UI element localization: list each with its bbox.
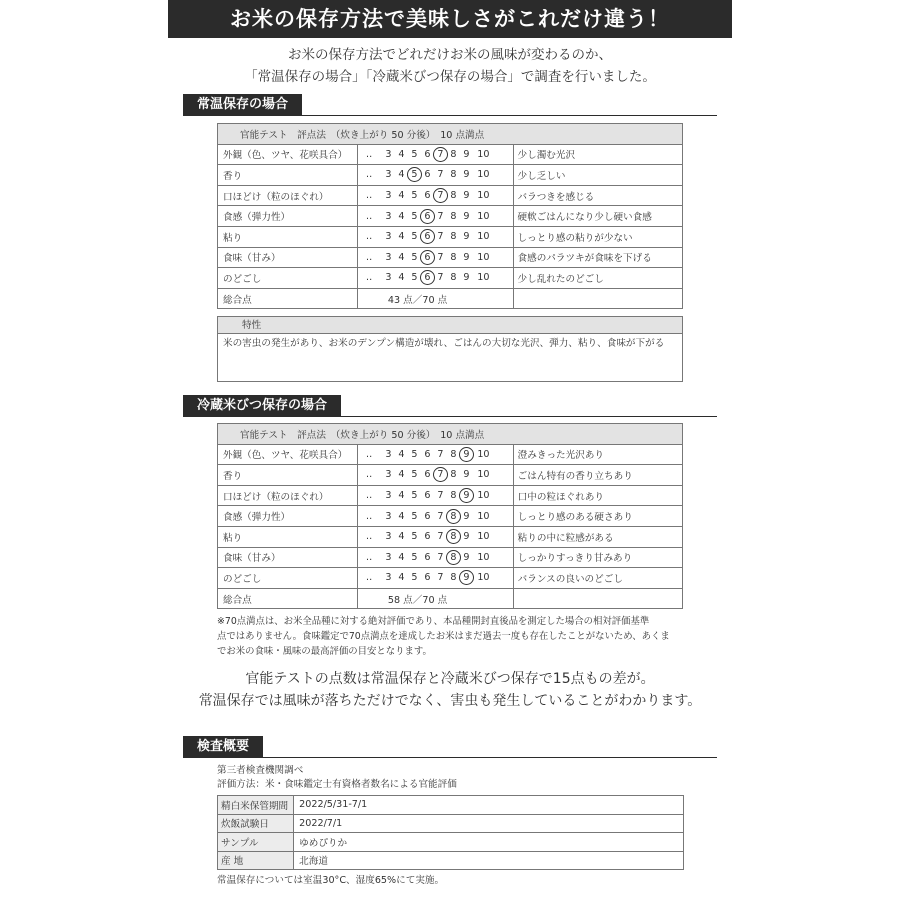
score-scale bbox=[357, 547, 513, 568]
scale-number: 5 bbox=[411, 190, 418, 202]
score-scale bbox=[357, 526, 513, 547]
summary-text bbox=[168, 668, 732, 712]
circled-score: 8 bbox=[446, 550, 461, 565]
score-scale bbox=[357, 568, 513, 589]
scale-number: 3 bbox=[385, 148, 392, 160]
scale-number: 3 bbox=[385, 251, 392, 263]
footnote bbox=[217, 614, 689, 659]
score-scale bbox=[357, 465, 513, 486]
scale-number: 9 bbox=[463, 251, 470, 263]
circled-score: 6 bbox=[420, 209, 435, 224]
total-score: 43 点／70 点 bbox=[357, 288, 513, 309]
scale-number: 9 bbox=[463, 190, 470, 202]
scale-number: 4 bbox=[398, 510, 405, 522]
circled-score: 5 bbox=[407, 167, 422, 182]
score-scale bbox=[357, 185, 513, 206]
scale-number: 3 bbox=[385, 169, 392, 181]
room-test-table bbox=[217, 123, 683, 309]
scale-dots: ‥ bbox=[365, 190, 373, 202]
scale-number: 8 bbox=[450, 169, 457, 181]
score-scale bbox=[357, 165, 513, 186]
scale-dots: ‥ bbox=[365, 148, 373, 160]
scale-number: 4 bbox=[398, 210, 405, 222]
scale-number: 3 bbox=[385, 448, 392, 460]
total-label: 総合点 bbox=[218, 288, 358, 309]
scale-dots: ‥ bbox=[365, 510, 373, 522]
table-row bbox=[218, 568, 683, 589]
info-key: 産 地 bbox=[218, 851, 294, 870]
scale-number: 3 bbox=[385, 551, 392, 563]
table-row bbox=[218, 268, 683, 289]
scale-number: 8 bbox=[450, 210, 457, 222]
circled-score: 6 bbox=[420, 250, 435, 265]
circled-score: 6 bbox=[420, 270, 435, 285]
circled-score: 7 bbox=[433, 147, 448, 162]
circled-score: 9 bbox=[459, 488, 474, 503]
scale-number: 4 bbox=[398, 448, 405, 460]
scale-number: 4 bbox=[398, 169, 405, 181]
info-value: ゆめぴりか bbox=[294, 833, 684, 852]
circled-score: 7 bbox=[433, 467, 448, 482]
scale-number: 4 bbox=[398, 490, 405, 502]
total-label: 総合点 bbox=[218, 588, 358, 609]
circled-score: 8 bbox=[446, 509, 461, 524]
inspection-line-2: 評価方法：米・食味鑑定士有資格者数名による官能評価 bbox=[217, 778, 457, 790]
info-row bbox=[218, 796, 684, 815]
table-row bbox=[218, 165, 683, 186]
test-comment: しっとり感のある硬さあり bbox=[513, 506, 682, 527]
footnote-line-2: 点ではありません。食味鑑定で70点満点を達成したお米はまだ過去一度も存在したことがないため、あくま bbox=[217, 631, 670, 642]
circled-score: 8 bbox=[446, 529, 461, 544]
total-row bbox=[218, 288, 683, 309]
table-row bbox=[218, 185, 683, 206]
test-comment: しっかりすっきり甘みあり bbox=[513, 547, 682, 568]
inspection-table bbox=[217, 795, 684, 870]
scale-dots: ‥ bbox=[365, 231, 373, 243]
scale-number: 4 bbox=[398, 190, 405, 202]
scale-number: 5 bbox=[411, 448, 418, 460]
table-row bbox=[218, 465, 683, 486]
scale-number: 5 bbox=[411, 231, 418, 243]
score-scale bbox=[357, 247, 513, 268]
scale-number: 6 bbox=[424, 190, 431, 202]
scale-number: 9 bbox=[463, 169, 470, 181]
scale-number: 5 bbox=[411, 510, 418, 522]
scale-number: 3 bbox=[385, 531, 392, 543]
scale-dots: ‥ bbox=[365, 210, 373, 222]
scale-number: 3 bbox=[385, 190, 392, 202]
scale-number: 3 bbox=[385, 231, 392, 243]
scale-number: 8 bbox=[450, 251, 457, 263]
scale-number: 4 bbox=[398, 231, 405, 243]
scale-number: 5 bbox=[411, 469, 418, 481]
test-item: のどごし bbox=[218, 268, 358, 289]
total-empty bbox=[513, 588, 682, 609]
intro-line-2: 「常温保存の場合」「冷蔵米びつ保存の場合」で調査を行いました。 bbox=[244, 69, 656, 85]
table-row bbox=[218, 526, 683, 547]
scale-number: 8 bbox=[450, 190, 457, 202]
section-divider-fridge bbox=[183, 416, 717, 417]
info-key: 炊飯試験日 bbox=[218, 814, 294, 833]
section-divider-room bbox=[183, 115, 717, 116]
score-scale bbox=[357, 444, 513, 465]
scale-dots: ‥ bbox=[365, 490, 373, 502]
info-row bbox=[218, 814, 684, 833]
scale-dots: ‥ bbox=[365, 531, 373, 543]
scale-number: 10 bbox=[477, 510, 490, 522]
scale-number: 3 bbox=[385, 572, 392, 584]
info-key: 精白米保管期間 bbox=[218, 796, 294, 815]
circled-score: 9 bbox=[459, 447, 474, 462]
room-header-cell: 官能テスト 評点法 （炊き上がり 50 分後） 10 点満点 bbox=[218, 124, 683, 145]
test-item: 食味（甘み） bbox=[218, 547, 358, 568]
scale-number: 4 bbox=[398, 148, 405, 160]
table-row bbox=[218, 506, 683, 527]
table-row bbox=[218, 206, 683, 227]
scale-number: 10 bbox=[477, 531, 490, 543]
test-item: 外観（色、ツヤ、花咲具合） bbox=[218, 444, 358, 465]
test-item: 粘り bbox=[218, 226, 358, 247]
scale-number: 3 bbox=[385, 272, 392, 284]
test-comment: 少し濁む光沢 bbox=[513, 144, 682, 165]
scale-number: 7 bbox=[437, 572, 444, 584]
scale-number: 10 bbox=[477, 251, 490, 263]
scale-number: 3 bbox=[385, 210, 392, 222]
score-scale bbox=[357, 226, 513, 247]
info-value: 北海道 bbox=[294, 851, 684, 870]
test-comment: 食感のパラツキが食味を下げる bbox=[513, 247, 682, 268]
scale-number: 6 bbox=[424, 531, 431, 543]
scale-dots: ‥ bbox=[365, 551, 373, 563]
scale-number: 4 bbox=[398, 251, 405, 263]
scale-number: 5 bbox=[411, 272, 418, 284]
page-banner: お米の保存方法で美味しさがこれだけ違う！ bbox=[168, 0, 732, 38]
scale-number: 7 bbox=[437, 531, 444, 543]
scale-number: 4 bbox=[398, 551, 405, 563]
score-scale bbox=[357, 485, 513, 506]
scale-number: 9 bbox=[463, 469, 470, 481]
scale-number: 9 bbox=[463, 510, 470, 522]
circled-score: 9 bbox=[459, 570, 474, 585]
scale-number: 6 bbox=[424, 148, 431, 160]
scale-number: 9 bbox=[463, 148, 470, 160]
scale-dots: ‥ bbox=[365, 572, 373, 584]
test-item: 外観（色、ツヤ、花咲具合） bbox=[218, 144, 358, 165]
scale-number: 10 bbox=[477, 169, 490, 181]
scale-number: 10 bbox=[477, 272, 490, 284]
scale-number: 5 bbox=[411, 210, 418, 222]
scale-number: 6 bbox=[424, 551, 431, 563]
section-label-room: 常温保存の場合 bbox=[183, 94, 302, 116]
test-item: 粘り bbox=[218, 526, 358, 547]
scale-number: 8 bbox=[450, 469, 457, 481]
scale-number: 6 bbox=[424, 469, 431, 481]
total-score: 58 点／70 点 bbox=[357, 588, 513, 609]
table-row bbox=[218, 247, 683, 268]
test-item: のどごし bbox=[218, 568, 358, 589]
scale-number: 7 bbox=[437, 169, 444, 181]
scale-number: 9 bbox=[463, 531, 470, 543]
scale-number: 6 bbox=[424, 490, 431, 502]
scale-number: 7 bbox=[437, 510, 444, 522]
scale-number: 3 bbox=[385, 469, 392, 481]
summary-line-2: 常温保存では風味が落ちただけでなく、害虫も発生していることがわかります。 bbox=[198, 693, 702, 709]
inspection-description bbox=[217, 764, 457, 791]
fridge-table-header bbox=[218, 424, 683, 445]
test-comment: バラつきを感じる bbox=[513, 185, 682, 206]
table-row bbox=[218, 547, 683, 568]
scale-dots: ‥ bbox=[365, 469, 373, 481]
table-row bbox=[218, 444, 683, 465]
scale-number: 10 bbox=[477, 572, 490, 584]
test-item: 食感（弾力性） bbox=[218, 506, 358, 527]
table-row bbox=[218, 144, 683, 165]
scale-number: 5 bbox=[411, 490, 418, 502]
scale-number: 6 bbox=[424, 572, 431, 584]
scale-dots: ‥ bbox=[365, 251, 373, 263]
scale-dots: ‥ bbox=[365, 272, 373, 284]
fridge-header-cell: 官能テスト 評点法 （炊き上がり 50 分後） 10 点満点 bbox=[218, 424, 683, 445]
scale-number: 5 bbox=[411, 251, 418, 263]
scale-number: 7 bbox=[437, 448, 444, 460]
intro-line-1: お米の保存方法でどれだけお米の風味が変わるのか、 bbox=[288, 47, 612, 63]
test-comment: バランスの良いのどごし bbox=[513, 568, 682, 589]
scale-number: 3 bbox=[385, 510, 392, 522]
scale-number: 5 bbox=[411, 148, 418, 160]
scale-number: 4 bbox=[398, 572, 405, 584]
scale-number: 10 bbox=[477, 448, 490, 460]
score-scale bbox=[357, 268, 513, 289]
scale-number: 10 bbox=[477, 190, 490, 202]
info-value: 2022/5/31-7/1 bbox=[294, 796, 684, 815]
info-value: 2022/7/1 bbox=[294, 814, 684, 833]
scale-number: 9 bbox=[463, 272, 470, 284]
scale-number: 7 bbox=[437, 231, 444, 243]
scale-number: 8 bbox=[450, 272, 457, 284]
total-row bbox=[218, 588, 683, 609]
info-key: サンプル bbox=[218, 833, 294, 852]
info-row bbox=[218, 833, 684, 852]
scale-number: 6 bbox=[424, 169, 431, 181]
score-scale bbox=[357, 206, 513, 227]
section-label-inspection: 検査概要 bbox=[183, 736, 263, 758]
test-item: 食感（弾力性） bbox=[218, 206, 358, 227]
scale-number: 4 bbox=[398, 469, 405, 481]
test-item: 香り bbox=[218, 165, 358, 186]
trait-heading: 特性 bbox=[218, 317, 682, 334]
scale-number: 7 bbox=[437, 551, 444, 563]
table-row bbox=[218, 485, 683, 506]
info-row bbox=[218, 851, 684, 870]
scale-number: 8 bbox=[450, 148, 457, 160]
intro-text bbox=[168, 44, 732, 88]
score-scale bbox=[357, 144, 513, 165]
scale-number: 9 bbox=[463, 210, 470, 222]
scale-number: 9 bbox=[463, 551, 470, 563]
test-item: 食味（甘み） bbox=[218, 247, 358, 268]
scale-number: 5 bbox=[411, 572, 418, 584]
test-item: 口ほどけ（粒のほぐれ） bbox=[218, 185, 358, 206]
scale-number: 8 bbox=[450, 572, 457, 584]
scale-number: 10 bbox=[477, 148, 490, 160]
scale-number: 5 bbox=[411, 551, 418, 563]
fridge-test-table bbox=[217, 423, 683, 609]
test-item: 口ほどけ（粒のほぐれ） bbox=[218, 485, 358, 506]
circled-score: 7 bbox=[433, 188, 448, 203]
test-comment: ごはん特有の香り立ちあり bbox=[513, 465, 682, 486]
test-comment: 少し乱れたのどごし bbox=[513, 268, 682, 289]
room-table-header bbox=[218, 124, 683, 145]
scale-number: 7 bbox=[437, 272, 444, 284]
scale-dots: ‥ bbox=[365, 448, 373, 460]
footnote-line-1: ※70点満点は、お米全品種に対する絶対評価であり、本品種開封直後品を測定した場合の相対評価基準 bbox=[217, 616, 650, 627]
scale-number: 6 bbox=[424, 448, 431, 460]
scale-number: 7 bbox=[437, 210, 444, 222]
scale-number: 10 bbox=[477, 210, 490, 222]
footnote-line-3: でお米の食味・風味の最高評価の目安となります。 bbox=[217, 646, 432, 657]
test-comment: 粘りの中に粒感がある bbox=[513, 526, 682, 547]
section-divider-inspection bbox=[183, 757, 717, 758]
total-empty bbox=[513, 288, 682, 309]
scale-number: 3 bbox=[385, 490, 392, 502]
score-scale bbox=[357, 506, 513, 527]
scale-number: 8 bbox=[450, 490, 457, 502]
scale-number: 5 bbox=[411, 531, 418, 543]
inspection-note: 常温保存については室温30°C、湿度65%にて実施。 bbox=[217, 875, 445, 886]
test-comment: しっとり感の粘りが少ない bbox=[513, 226, 682, 247]
summary-line-1: 官能テストの点数は常温保存と冷蔵米びつ保存で15点もの差が。 bbox=[245, 671, 655, 687]
inspection-line-1: 第三者検査機関調べ bbox=[217, 765, 304, 776]
test-comment: 硬軟ごはんになり少し硬い食感 bbox=[513, 206, 682, 227]
test-comment: 少し乏しい bbox=[513, 165, 682, 186]
scale-number: 10 bbox=[477, 551, 490, 563]
scale-dots: ‥ bbox=[365, 169, 373, 181]
scale-number: 8 bbox=[450, 231, 457, 243]
scale-number: 10 bbox=[477, 231, 490, 243]
test-comment: 口中の粒ほぐれあり bbox=[513, 485, 682, 506]
scale-number: 7 bbox=[437, 490, 444, 502]
scale-number: 6 bbox=[424, 510, 431, 522]
test-item: 香り bbox=[218, 465, 358, 486]
scale-number: 4 bbox=[398, 272, 405, 284]
scale-number: 9 bbox=[463, 231, 470, 243]
scale-number: 10 bbox=[477, 490, 490, 502]
test-comment: 澄みきった光沢あり bbox=[513, 444, 682, 465]
scale-number: 8 bbox=[450, 448, 457, 460]
scale-number: 7 bbox=[437, 251, 444, 263]
section-label-fridge: 冷蔵米びつ保存の場合 bbox=[183, 395, 341, 417]
trait-description: 米の害虫の発生があり、お米のデンプン構造が壊れ、ごはんの大切な光沢、弾力、粘り、食味が下がる bbox=[223, 338, 665, 349]
scale-number: 4 bbox=[398, 531, 405, 543]
circled-score: 6 bbox=[420, 229, 435, 244]
room-trait-box bbox=[217, 316, 683, 382]
table-row bbox=[218, 226, 683, 247]
scale-number: 10 bbox=[477, 469, 490, 481]
